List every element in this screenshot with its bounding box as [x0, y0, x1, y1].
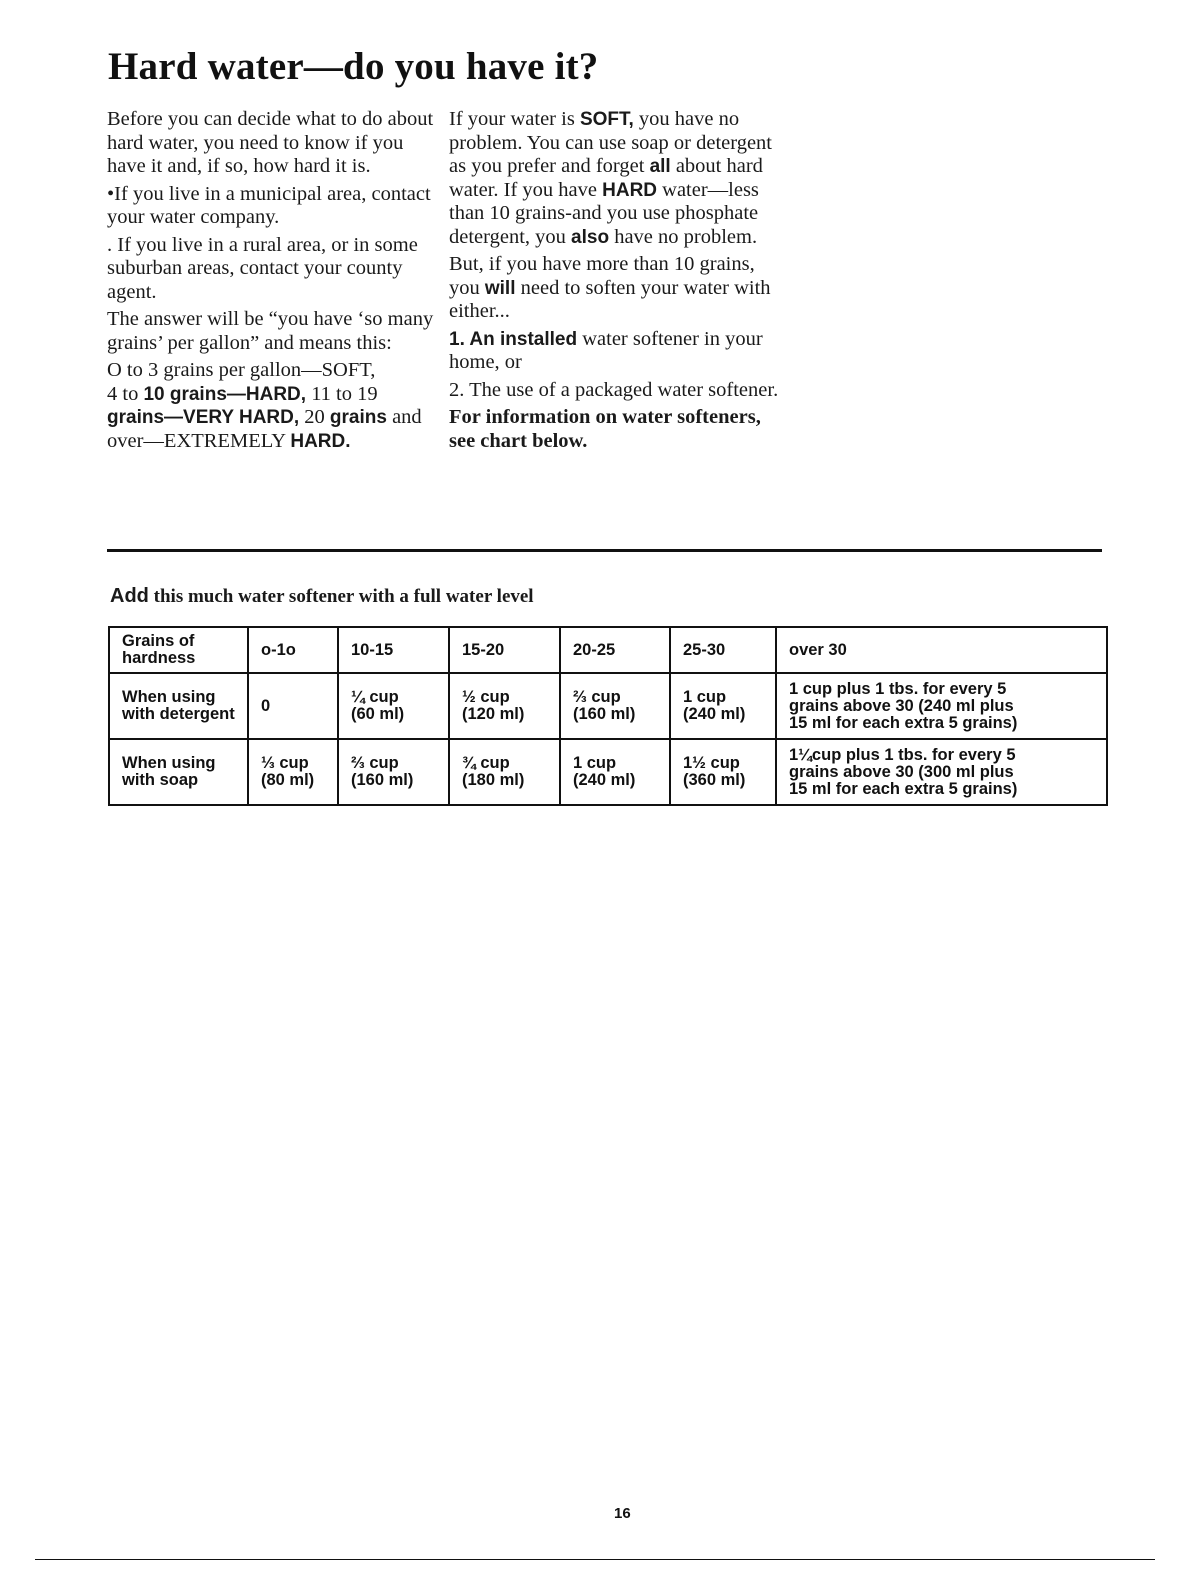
header-cell: 25-30: [670, 627, 776, 673]
paragraph-text: water—less than 10 grains-and you use phosphate detergent, you: [449, 178, 759, 248]
page-number: 16: [614, 1505, 631, 1522]
grains-scale-text: 11 to 19: [306, 382, 378, 405]
table-cell: ½ cup (120 ml): [449, 673, 560, 739]
table-cell: 0: [248, 673, 338, 739]
grains-scale-emphasis: 10 grains—HARD,: [143, 383, 307, 405]
paragraph-text: have no problem.: [609, 225, 758, 248]
paragraph-text: you have no problem. You can use soap or detergent as you prefer and forget: [449, 108, 773, 177]
header-cell: o-1o: [248, 627, 338, 673]
paragraph-emphasis: 1. An installed: [449, 328, 578, 350]
paragraph-emphasis: SOFT,: [579, 109, 634, 130]
grains-scale-text: O to 3 grains per gallon—SOFT,: [107, 359, 376, 381]
footer-rule: [35, 1559, 1155, 1560]
option-packaged-softener: 2. The use of a packaged water softener.: [449, 378, 779, 401]
table-heading-lead: Add: [110, 585, 149, 607]
table-row: [109, 673, 1107, 739]
header-cell: over 30: [776, 627, 1107, 673]
option-installed-softener: [449, 328, 779, 375]
table-cell: 1 cup (240 ml): [560, 739, 670, 805]
table-header-row: [109, 627, 1107, 673]
paragraph-text: about hard water. If you have: [449, 155, 763, 201]
answer-paragraph: The answer will be “you have ‘so many grains’ per gallon” and means this:: [107, 308, 434, 354]
grains-scale-text: and over—EXTREMELY: [107, 406, 422, 452]
table-cell: ¼ cup (60 ml): [338, 673, 449, 739]
grains-scale-emphasis: grains—VERY HARD,: [107, 407, 300, 428]
table-cell: When using with detergent: [109, 673, 248, 739]
paragraph-emphasis: all: [649, 156, 671, 177]
table-cell: 1½ cup (360 ml): [670, 739, 776, 805]
municipal-paragraph: •If you live in a municipal area, contact your water company.: [107, 182, 431, 228]
table-cell: 1¼cup plus 1 tbs. for every 5 grains above 30 (300 ml plus 15 ml for each extra 5 grains): [776, 739, 1107, 805]
table-cell: When using with soap: [109, 739, 248, 805]
table-heading-text: this much water softener with a full water level: [148, 586, 534, 607]
grains-scale-emphasis: HARD.: [290, 430, 351, 452]
more-than-10-paragraph: [449, 253, 779, 324]
grains-scale-emphasis: grains: [329, 407, 387, 428]
grains-scale-text: 4 to: [107, 382, 144, 405]
intro-paragraph: Before you can decide what to do about hard water, you need to know if you have it and, if so, how hard it is.: [107, 108, 434, 177]
table-heading: [110, 585, 534, 608]
header-cell: 20-25: [560, 627, 670, 673]
softener-chart-table: [108, 626, 1108, 806]
paragraph-text: water softener in your home, or: [449, 327, 763, 373]
header-cell: 15-20: [449, 627, 560, 673]
table-cell: ¾ cup (180 ml): [449, 739, 560, 805]
grains-scale-paragraph: [107, 359, 437, 453]
see-chart-note: For information on water softeners, see chart below.: [449, 406, 761, 452]
grains-scale-text: 20: [299, 406, 330, 428]
paragraph-text: need to soften your water with either...: [449, 276, 771, 322]
rural-paragraph: . If you live in a rural area, or in some suburban areas, contact your county agent.: [107, 233, 418, 303]
header-cell: 10-15: [338, 627, 449, 673]
paragraph-emphasis: will: [484, 277, 516, 299]
soft-water-paragraph: [449, 108, 779, 249]
table-cell: 1 cup (240 ml): [670, 673, 776, 739]
paragraph-emphasis: also: [571, 226, 610, 248]
left-column: [107, 108, 437, 457]
table-cell: ⅓ cup (80 ml): [248, 739, 338, 805]
page-title: Hard water—do you have it?: [108, 45, 599, 88]
paragraph-emphasis: HARD: [602, 179, 658, 201]
right-column: [449, 108, 779, 457]
paragraph-text: But, if you have more than 10 grains, you: [449, 253, 755, 299]
table-row: [109, 739, 1107, 805]
table-cell: 1 cup plus 1 tbs. for every 5 grains above 30 (240 ml plus 15 ml for each extra 5 grains): [776, 673, 1107, 739]
section-divider: [107, 549, 1102, 552]
table-cell: ⅔ cup (160 ml): [338, 739, 449, 805]
paragraph-text: If your water is: [449, 108, 580, 130]
table-cell: ⅔ cup (160 ml): [560, 673, 670, 739]
header-cell: Grains of hardness: [109, 627, 248, 673]
